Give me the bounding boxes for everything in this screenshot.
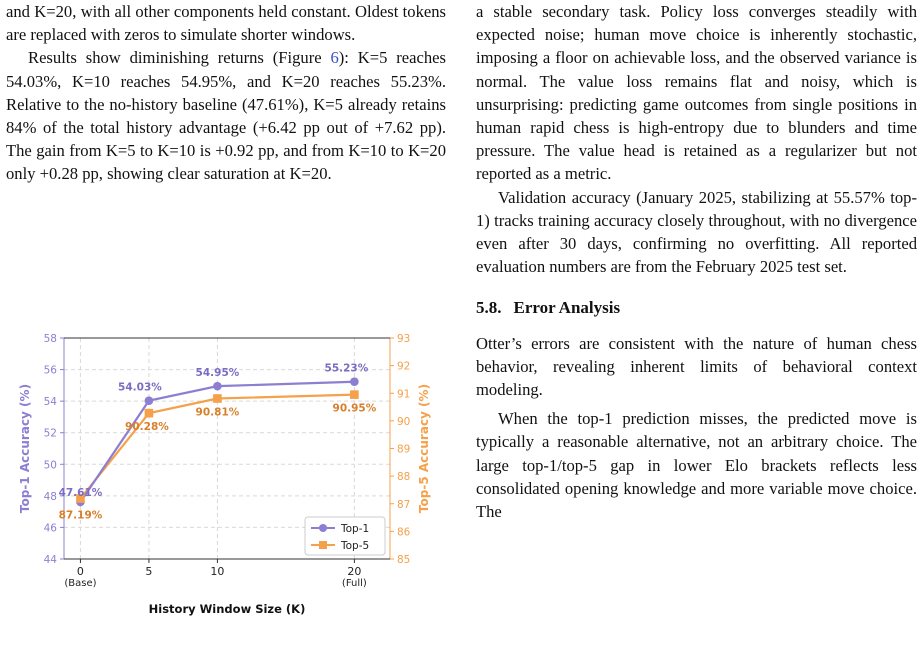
top5-point	[350, 390, 359, 399]
top1-point	[145, 396, 154, 405]
x-tick-label: (Base)	[64, 578, 97, 589]
left-tick-label: 56	[43, 364, 57, 377]
x-tick-label: 10	[210, 565, 225, 578]
top1-data-label: 47.61%	[58, 487, 103, 500]
right-tick-label: 90	[397, 415, 411, 428]
top5-data-label: 90.95%	[332, 402, 377, 415]
top1-data-label: 54.95%	[195, 367, 240, 380]
legend-top1-label: Top-1	[341, 523, 370, 535]
x-tick-label: 0	[76, 565, 84, 578]
top5-point	[145, 409, 154, 418]
right-paragraph-4: When the top-1 prediction misses, the predicted move is typically a reasonable alternative, not an arbitrary choice. The large top-1/top-5 gap in lower Elo brackets reflects less consolidated opening knowledge and more variable move choice. The	[476, 409, 917, 522]
figure-reference-link[interactable]: 6	[330, 48, 339, 68]
right-paragraph-2: Validation accuracy (January 2025, stabilizing at 55.57% top-1) tracks training accuracy closely throughout, with no divergence even after 30 days, confirming no overfitting. All reported evaluation numbers are from the February 2025 test set.	[476, 187, 917, 277]
right-tick-label: 86	[397, 526, 411, 539]
left-paragraph-2	[6, 46, 446, 185]
top5-data-label: 87.19%	[58, 509, 103, 522]
right-column	[476, 0, 917, 523]
legend-top1-marker	[319, 524, 327, 532]
top5-point	[213, 394, 222, 403]
left-paragraph-1: and K=20, with all other components held constant. Oldest tokens are replaced with zeros to simulate shorter windows.	[6, 2, 446, 45]
right-paragraph-3: Otter’s errors are consistent with the nature of human chess behavior, revealing inherent limits of behavioral context modeling.	[476, 333, 917, 400]
section-number: 5.8.	[476, 298, 502, 318]
top5-data-label: 90.28%	[125, 421, 169, 434]
right-tick-label: 89	[397, 443, 411, 456]
left-tick-label: 46	[43, 522, 57, 535]
legend-top5-marker	[319, 541, 327, 549]
left-tick-label: 54	[43, 396, 57, 409]
x-tick-label: 20	[347, 565, 362, 578]
paragraph-2-rest: ): K=5 reaches 54.03%, K=10 reaches 54.95%, and K=20 reaches 55.23%. Relative to the no-history baseline (47.61%), K=5 already retains 84% of the total history advantage (+6.42 pp out of +7.62 pp). The gain from K=5 to K=10 is +0.92 pp, and from K=10 to K=20 only +0.28 pp, showing clear saturation at K=20.	[6, 48, 446, 184]
left-axis-label: Top-1 Accuracy (%)	[18, 383, 32, 514]
legend-top5-label: Top-5	[341, 540, 370, 552]
x-axis-label: History Window Size (K)	[148, 602, 306, 616]
history-window-chart	[0, 322, 446, 622]
left-tick-label: 58	[43, 333, 57, 345]
right-axis-label: Top-5 Accuracy (%)	[417, 383, 431, 514]
section-title: Error Analysis	[513, 298, 621, 318]
top1-point	[350, 377, 359, 386]
top5-data-label: 90.81%	[195, 406, 240, 419]
left-tick-label: 50	[43, 459, 57, 472]
left-tick-label: 44	[43, 554, 57, 566]
left-column	[6, 0, 446, 186]
section-heading	[476, 296, 917, 319]
figure-6	[0, 322, 446, 622]
left-tick-label: 52	[43, 427, 57, 440]
right-tick-label: 91	[397, 388, 411, 401]
right-tick-label: 93	[397, 333, 411, 345]
right-tick-label: 92	[397, 360, 411, 373]
right-tick-label: 85	[397, 554, 411, 566]
x-tick-label: 5	[145, 565, 153, 578]
paragraph-2-start: Results show diminishing returns (Figure	[28, 48, 331, 68]
top1-point	[213, 382, 222, 391]
right-tick-label: 87	[397, 498, 411, 511]
right-paragraph-1: a stable secondary task. Policy loss converges steadily with expected noise; human move choice is inherently stochastic, imposing a floor on achievable loss, and the observed variance is normal. The value loss remains flat and noisy, which is unsurprising: predicting game outcomes from single positions in human rapid chess is high-entropy due to blunders and time pressure. The value head is retained as a regularizer but not reported as a metric.	[476, 2, 917, 184]
top1-data-label: 55.23%	[324, 362, 369, 375]
right-tick-label: 88	[397, 471, 411, 484]
top1-data-label: 54.03%	[118, 381, 162, 394]
left-tick-label: 48	[43, 490, 57, 503]
x-tick-label: (Full)	[341, 578, 367, 589]
